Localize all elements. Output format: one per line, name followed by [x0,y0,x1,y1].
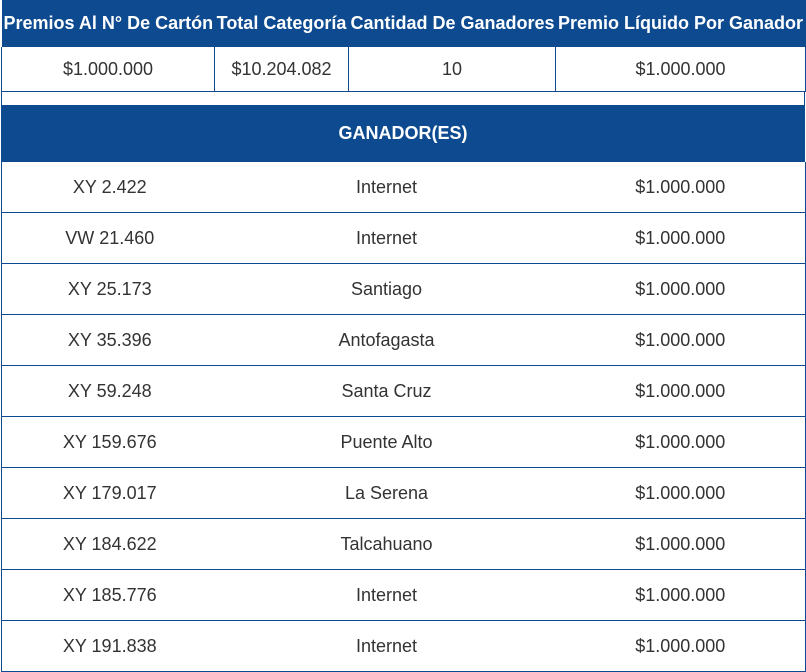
winner-prize: $1.000.000 [556,570,806,621]
winner-prize: $1.000.000 [556,162,806,213]
header-winner-count: Cantidad De Ganadores [349,0,556,47]
winner-row [2,264,806,315]
winner-prize: $1.000.000 [556,519,806,570]
winner-card-number: XY 191.838 [2,621,218,672]
summary-value-row [2,47,806,92]
winner-location: La Serena [218,468,556,519]
winner-prize: $1.000.000 [556,264,806,315]
winner-card-number: XY 185.776 [2,570,218,621]
winner-row [2,162,806,213]
value-prize-per-card: $1.000.000 [2,47,215,92]
winner-row [2,621,806,672]
value-winner-count: 10 [349,47,556,92]
results-panel [1,0,805,670]
winner-row [2,468,806,519]
winner-card-number: XY 179.017 [2,468,218,519]
winner-card-number: VW 21.460 [2,213,218,264]
winner-location: Internet [218,621,556,672]
winner-location: Santa Cruz [218,366,556,417]
winner-location: Antofagasta [218,315,556,366]
header-net-prize-per-winner: Premio Líquido Por Ganador [556,0,806,47]
winner-location: Santiago [218,264,556,315]
winner-row [2,315,806,366]
winner-card-number: XY 35.396 [2,315,218,366]
summary-header-row [2,0,806,47]
section-spacer [1,92,805,105]
winner-row [2,519,806,570]
winner-prize: $1.000.000 [556,213,806,264]
header-total-category: Total Categoría [215,0,349,47]
winner-location: Internet [218,570,556,621]
winner-card-number: XY 2.422 [2,162,218,213]
winner-location: Talcahuano [218,519,556,570]
value-net-prize-per-winner: $1.000.000 [556,47,806,92]
winner-card-number: XY 159.676 [2,417,218,468]
summary-table [1,0,806,92]
winner-prize: $1.000.000 [556,468,806,519]
winners-title: GANADOR(ES) [1,105,805,162]
winner-prize: $1.000.000 [556,366,806,417]
winner-card-number: XY 59.248 [2,366,218,417]
winner-row [2,417,806,468]
winner-location: Internet [218,162,556,213]
winner-card-number: XY 25.173 [2,264,218,315]
winner-location: Puente Alto [218,417,556,468]
winners-table [1,162,806,672]
winner-row [2,570,806,621]
winner-prize: $1.000.000 [556,621,806,672]
winner-row [2,213,806,264]
winner-location: Internet [218,213,556,264]
winner-prize: $1.000.000 [556,417,806,468]
header-prize-per-card: Premios Al N° De Cartón [2,0,215,47]
winner-prize: $1.000.000 [556,315,806,366]
value-total-category: $10.204.082 [215,47,349,92]
winner-card-number: XY 184.622 [2,519,218,570]
winner-row [2,366,806,417]
